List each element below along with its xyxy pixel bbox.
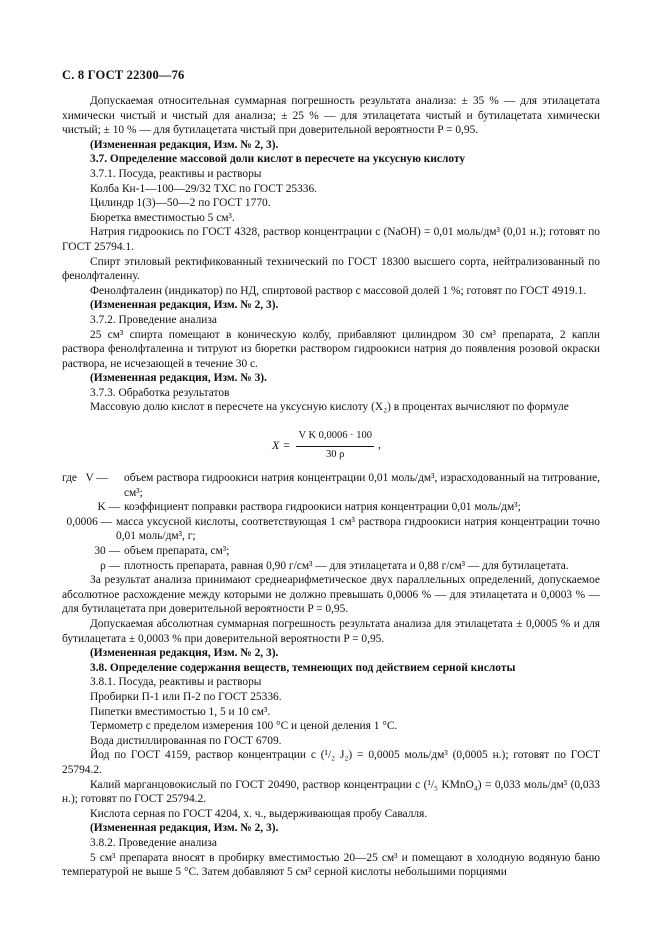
definitions-list	[62, 471, 600, 573]
paragraph-tolerance: Допускаемая относительная суммарная погрешность результата анализа: ± 35 % — для этилацетата химически чистый и чистый для анализа; ± 25 % — для этилацетата чистый и бутилацетата химически чистый; ± 10 % — для бутилацетата чистый при доверительной вероятности P = 0,95.	[62, 95, 600, 137]
list-item: Фенолфталеин (индикатор) по НД, спиртовой раствор с массовой долей 1 %; готовят по ГОСТ 4919.1.	[90, 284, 587, 297]
subsection-3-7-1: 3.7.1. Посуда, реактивы и растворы	[90, 167, 262, 180]
revision-note: (Измененная редакция, Изм. № 2, 3).	[90, 647, 279, 660]
subsection-3-8-1: 3.8.1. Посуда, реактивы и растворы	[90, 676, 262, 689]
list-item: Термометр с пределом измерения 100 °С и ценой деления 1 °С.	[90, 720, 398, 733]
definition-text: объем раствора гидроокиси натрия концентрации 0,01 моль/дм³, израсходованный на титрование, см³;	[124, 472, 600, 499]
subsection-3-8-2: 3.8.2. Проведение анализа	[90, 836, 217, 849]
formula-tail: ,	[378, 439, 381, 452]
definition-text: плотность препарата, равная 0,90 г/см³ — для этилацетата и 0,88 г/см³ — для бутилацетата.	[124, 559, 569, 572]
revision-note: (Измененная редакция, Изм. № 2, 3).	[90, 138, 279, 151]
list-item: Натрия гидроокись по ГОСТ 4328, раствор концентрации c (NaOH) = 0,01 моль/дм³ (0,01 н.); готовят по ГОСТ 25794.1.	[62, 226, 600, 253]
section-title-3-7: 3.7. Определение массовой доли кислот в пересчете на уксусную кислоту	[90, 153, 466, 166]
list-item: Колба Кн-1—100—29/32 ТХС по ГОСТ 25336.	[90, 182, 318, 195]
definition-item	[62, 471, 600, 500]
list-item: Пипетки вместимостью 1, 5 и 10 см³.	[90, 705, 271, 718]
definition-item	[62, 559, 600, 574]
list-item: Кислота серная по ГОСТ 4204, х. ч., выдерживающая пробу Савалля.	[90, 807, 428, 820]
definition-symbol: K —	[97, 501, 120, 514]
revision-note: (Измененная редакция, Изм. № 2, 3).	[90, 299, 279, 312]
definition-symbol: V —	[85, 472, 108, 485]
revision-note: (Измененная редакция, Изм. № 2, 3).	[90, 822, 279, 835]
definition-symbol: ρ —	[100, 559, 120, 572]
subsection-3-7-3: 3.7.3. Обработка результатов	[90, 386, 230, 399]
document-body	[62, 94, 600, 880]
list-item: Спирт этиловый ректификованный технический по ГОСТ 18300 высшего сорта, нейтрализованный по фенолфталеину.	[62, 255, 600, 283]
result-paragraph: Допускаемая абсолютная суммарная погрешность результата анализа для этилацетата ± 0,0005 % и для бутилацетата ± 0,0003 % при доверительной вероятности P = 0,95.	[62, 618, 600, 645]
formula-lhs: X =	[272, 438, 291, 453]
definition-item	[62, 515, 600, 544]
list-item: Калий марганцовокислый по ГОСТ 20490, раствор концентрации c (¹/₅ KMnO₄) = 0,033 моль/дм³ (0,033 н.); готовят по ГОСТ 25794.2.	[62, 778, 600, 806]
list-item: Цилиндр 1(3)—50—2 по ГОСТ 1770.	[90, 197, 271, 210]
formula-denominator: 30 ρ	[326, 448, 345, 460]
list-item: Вода дистиллированная по ГОСТ 6709.	[90, 734, 282, 747]
section-title-3-8: 3.8. Определение содержания веществ, темнеющих под действием серной кислоты	[90, 661, 516, 674]
definition-item	[62, 544, 600, 559]
definition-text: коэффициент поправки раствора гидроокиси натрия концентрации 0,01 моль/дм³;	[124, 501, 521, 514]
procedure-text: 5 см³ препарата вносят в пробирку вместимостью 20—25 см³ и помещают в холодную водяную баню температурой не выше 5 °С. Затем добавляют 5 см³ серной кислоты небольшими порциями	[62, 851, 600, 879]
definition-symbol: 30 —	[94, 545, 120, 558]
where-label: где	[62, 472, 77, 485]
revision-note: (Измененная редакция, Изм. № 3).	[90, 372, 267, 385]
definition-symbol: 0,0006 —	[66, 515, 112, 528]
formula-numerator: V K 0,0006 · 100	[296, 429, 374, 447]
definition-text: масса уксусной кислоты, соответствующая 1 см³ раствора гидроокиси натрия концентрации точно 0,01 моль/дм³, г;	[116, 515, 600, 543]
list-item: Йод по ГОСТ 4159, раствор концентрации c (¹/₂ J₂) = 0,0005 моль/дм³ (0,0005 н.); готовят по ГОСТ 25794.2.	[62, 749, 600, 776]
calculation-intro: Массовую долю кислот в пересчете на уксусную кислоту (X₂) в процентах вычисляют по формуле	[90, 401, 569, 414]
list-item: Пробирки П-1 или П-2 по ГОСТ 25336.	[90, 690, 282, 703]
result-paragraph: За результат анализа принимают среднеарифметическое двух параллельных определений, допускаемое абсолютное расхождение между которыми не должно превышать 0,0006 % — для этилацетата и 0,0003 % — для бутилацетата при доверительной вероятности P = 0,95.	[62, 574, 600, 616]
definition-text: объем препарата, см³;	[124, 545, 230, 558]
list-item: Бюретка вместимостью 5 см³.	[90, 211, 235, 224]
page-header: С. 8 ГОСТ 22300—76	[62, 68, 185, 82]
procedure-text: 25 см³ спирта помещают в коническую колбу, прибавляют цилиндром 30 см³ препарата, 2 капли раствора фенолфталеина и титруют из бюретки раствором гидроокиси натрия до появления розовой окраски раствора, не исчезающей в течение 30 с.	[62, 328, 600, 370]
formula	[272, 429, 381, 462]
formula-fraction	[296, 429, 374, 462]
formula-block	[62, 427, 600, 461]
definition-item	[62, 500, 600, 515]
subsection-3-7-2: 3.7.2. Проведение анализа	[90, 313, 217, 326]
